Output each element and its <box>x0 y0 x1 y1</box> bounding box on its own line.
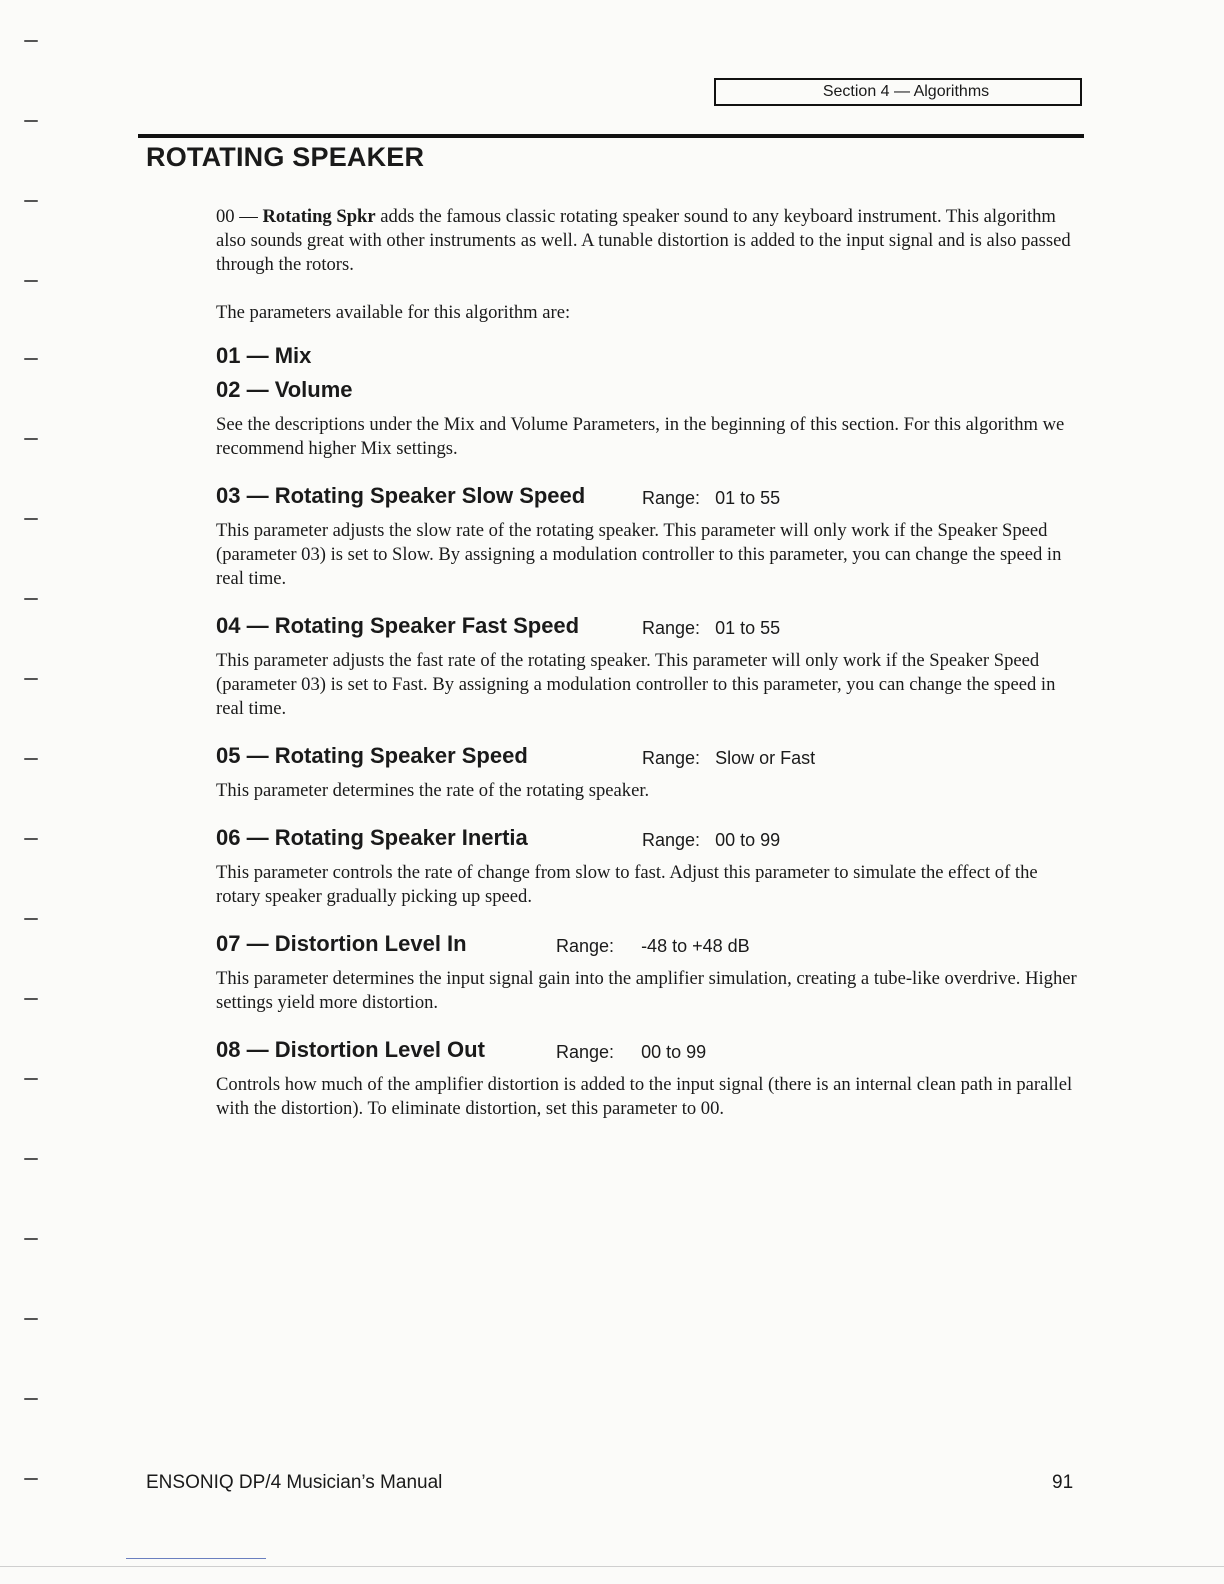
binding-mark <box>24 1238 38 1240</box>
mix-volume-description: See the descriptions under the Mix and Volume Parameters, in the beginning of this section. For this algorithm we recommend higher Mix settings. <box>216 414 1065 459</box>
param-title: 08 — Distortion Level Out <box>216 1037 485 1062</box>
param-range <box>556 1037 706 1067</box>
intro-algorithm-name: Rotating Spkr <box>262 206 376 227</box>
param-title: 04 — Rotating Speaker Fast Speed <box>216 613 580 638</box>
binding-mark <box>24 998 38 1000</box>
range-label: Range: <box>642 618 701 638</box>
binding-mark <box>24 280 38 282</box>
range-value: 01 to 55 <box>715 618 781 638</box>
intro-number: 00 — <box>216 206 258 227</box>
binding-mark <box>24 120 38 122</box>
param-title: 06 — Rotating Speaker Inertia <box>216 825 528 850</box>
binding-mark <box>24 438 38 440</box>
binding-mark <box>24 40 38 42</box>
section-label: Section 4 — Algorithms <box>822 83 990 100</box>
section-header-box <box>714 78 1082 106</box>
param-title: 05 — Rotating Speaker Speed <box>216 743 528 768</box>
binding-mark <box>24 678 38 680</box>
param-description: This parameter adjusts the slow rate of the rotating speaker. This parameter will only work if the Speaker Speed (parameter 03) is set to Slow. By assigning a modulation controller to this parameter, you can change the speed in real time. <box>216 520 1062 589</box>
param-range <box>642 613 780 643</box>
param-heading <box>216 611 1084 641</box>
page-title: ROTATING SPEAKER <box>146 142 425 172</box>
binding-mark <box>24 838 38 840</box>
bottom-accent-line <box>126 1558 266 1559</box>
param-range <box>642 483 780 513</box>
binding-mark <box>24 1078 38 1080</box>
param-range <box>556 931 750 961</box>
param-description: This parameter determines the input signal gain into the amplifier simulation, creating a tube-like overdrive. Higher settings yield more distortion. <box>216 968 1077 1013</box>
binding-marks <box>24 0 44 1584</box>
params-intro: The parameters available for this algorithm are: <box>216 302 571 323</box>
footer-manual-title: ENSONIQ DP/4 Musician’s Manual <box>146 1472 443 1493</box>
intro-text: adds the famous classic rotating speaker sound to any keyboard instrument. This algorithm also sounds great with other instruments as well. A tunable distortion is added to the input signal and is also passed through the rotors. <box>216 206 1071 275</box>
page-content <box>216 205 1084 1121</box>
intro-paragraph <box>216 205 1084 277</box>
param-range <box>642 825 780 855</box>
footer-page-number: 91 <box>1052 1472 1074 1493</box>
param-description: This parameter determines the rate of the rotating speaker. <box>216 780 650 801</box>
binding-mark <box>24 1478 38 1480</box>
range-value: 00 to 99 <box>715 830 781 850</box>
range-label: Range: <box>642 830 701 850</box>
volume-heading: 02 — Volume <box>216 377 353 402</box>
param-title: 07 — Distortion Level In <box>216 931 467 956</box>
binding-mark <box>24 518 38 520</box>
binding-mark <box>24 758 38 760</box>
range-value: 00 to 99 <box>641 1042 707 1062</box>
binding-mark <box>24 1398 38 1400</box>
mix-heading: 01 — Mix <box>216 343 312 368</box>
page-bottom-edge <box>0 1566 1224 1567</box>
param-heading <box>216 929 1084 959</box>
range-label: Range: <box>642 488 701 508</box>
range-value: -48 to +48 dB <box>641 936 750 956</box>
param-heading <box>216 823 1084 853</box>
param-title: 03 — Rotating Speaker Slow Speed <box>216 483 586 508</box>
range-value: 01 to 55 <box>715 488 781 508</box>
binding-mark <box>24 918 38 920</box>
param-heading <box>216 741 1084 771</box>
param-heading <box>216 481 1084 511</box>
title-rule <box>138 134 1084 138</box>
param-description: Controls how much of the amplifier distortion is added to the input signal (there is an internal clean path in parallel with the distortion). To eliminate distortion, set this parameter to 00. <box>216 1074 1073 1119</box>
binding-mark <box>24 358 38 360</box>
param-heading <box>216 1035 1084 1065</box>
binding-mark <box>24 1158 38 1160</box>
range-label: Range: <box>642 748 701 768</box>
param-description: This parameter controls the rate of change from slow to fast. Adjust this parameter to simulate the effect of the rotary speaker gradually picking up speed. <box>216 862 1038 907</box>
range-value: Slow or Fast <box>715 748 816 768</box>
param-range <box>642 743 815 773</box>
range-label: Range: <box>556 1042 615 1062</box>
param-description: This parameter adjusts the fast rate of the rotating speaker. This parameter will only work if the Speaker Speed (parameter 03) is set to Fast. By assigning a modulation controller to this parameter, you can change the speed in real time. <box>216 650 1056 719</box>
binding-mark <box>24 200 38 202</box>
binding-mark <box>24 1318 38 1320</box>
binding-mark <box>24 598 38 600</box>
range-label: Range: <box>556 936 615 956</box>
